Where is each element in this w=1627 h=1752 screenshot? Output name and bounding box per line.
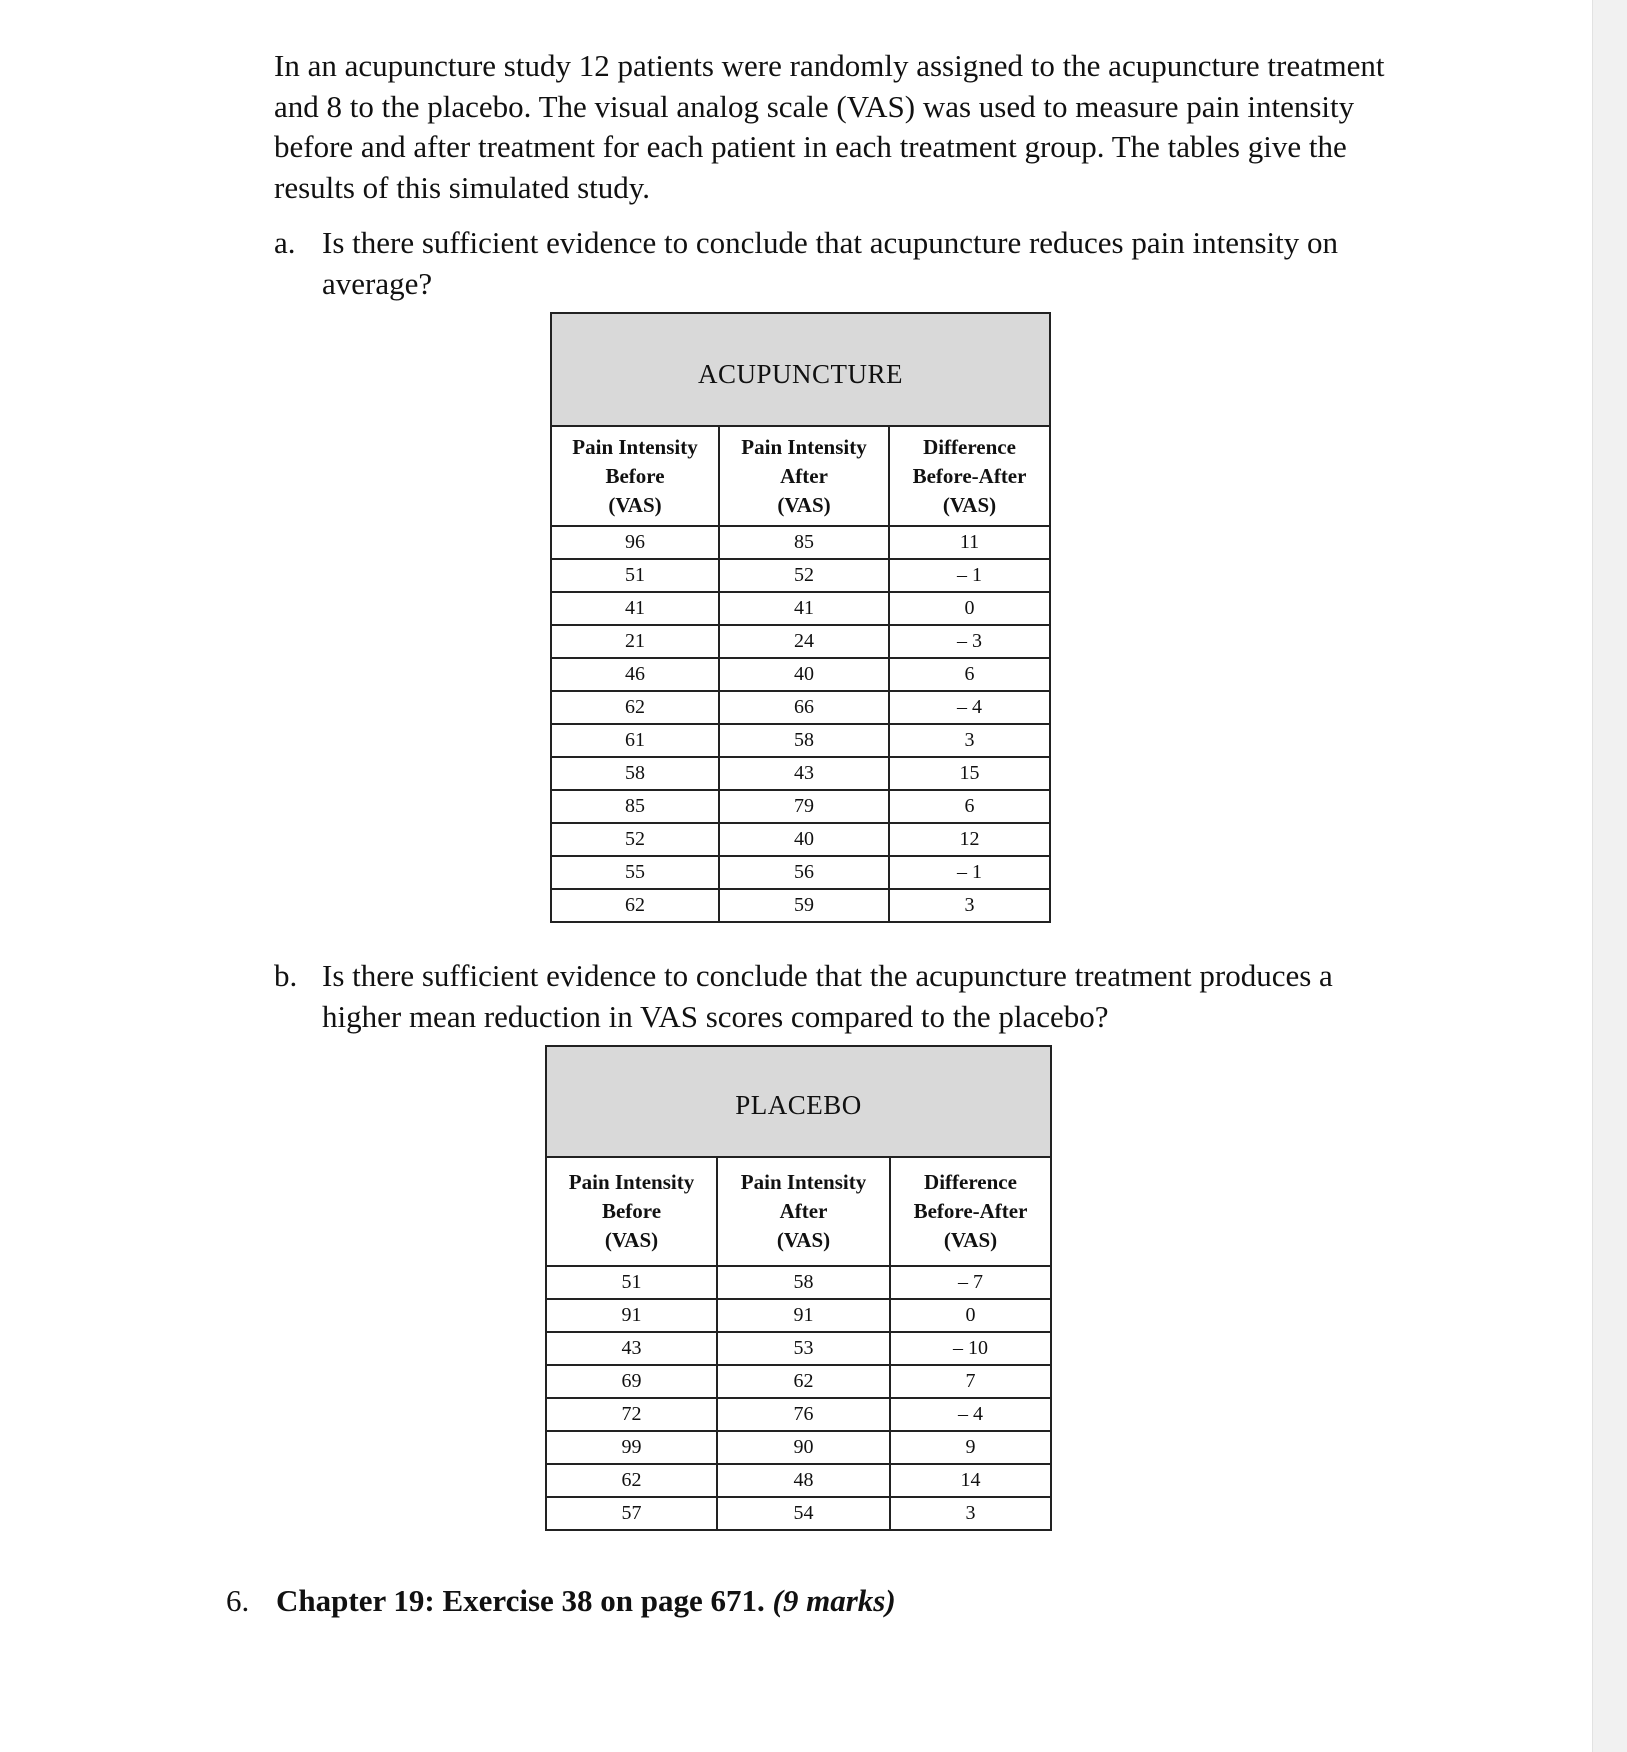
table-cell: 43 [719, 757, 889, 790]
table-cell: 12 [889, 823, 1050, 856]
table-cell: 61 [551, 724, 719, 757]
table-cell: 14 [890, 1464, 1051, 1497]
acupuncture-table [550, 312, 1051, 923]
table-cell: 58 [717, 1266, 890, 1299]
table-cell: 62 [717, 1365, 890, 1398]
table-cell: 85 [719, 526, 889, 559]
table-cell: – 3 [889, 625, 1050, 658]
table-cell: 41 [719, 592, 889, 625]
column-header-line: (VAS) [604, 1228, 659, 1252]
table-cell: – 1 [889, 559, 1050, 592]
table-cell: 21 [551, 625, 719, 658]
table-cell: – 1 [889, 856, 1050, 889]
table-cell: 15 [889, 757, 1050, 790]
table-row [551, 889, 1050, 922]
table-cell: 3 [890, 1497, 1051, 1530]
table-row [551, 757, 1050, 790]
table-row [546, 1398, 1051, 1431]
table-cell: 0 [889, 592, 1050, 625]
table-cell: 46 [551, 658, 719, 691]
table-cell: 3 [889, 889, 1050, 922]
table-cell: – 4 [890, 1398, 1051, 1431]
question-b-text: Is there sufficient evidence to conclude that the acupuncture treatment produces a higher mean reduction in VAS scores compared to the placebo? [322, 958, 1333, 1034]
column-header [719, 426, 889, 526]
table-cell: 62 [546, 1464, 717, 1497]
table-cell: 54 [717, 1497, 890, 1530]
column-header-line: Before-After [913, 1199, 1028, 1223]
column-header-line: After [780, 463, 828, 488]
table-row [551, 790, 1050, 823]
table-cell: 40 [719, 823, 889, 856]
table-row [551, 592, 1050, 625]
table-cell: 7 [890, 1365, 1051, 1398]
table-cell: 91 [717, 1299, 890, 1332]
column-header-line: Pain Intensity [568, 1170, 695, 1194]
placebo-table [545, 1045, 1052, 1531]
table-cell: 76 [717, 1398, 890, 1431]
table-cell: 41 [551, 592, 719, 625]
column-header [717, 1157, 890, 1266]
table-row [551, 658, 1050, 691]
column-header-line: (VAS) [776, 1228, 831, 1252]
column-header-line: After [779, 1199, 828, 1223]
table-row [551, 559, 1050, 592]
intro-paragraph: In an acupuncture study 12 patients were randomly assigned to the acupuncture treatment and 8 to the placebo. The visual analog scale (VAS) was used to measure pain intensity before and after treatment for each patient in each treatment group. The tables give the results of this simulated study. [274, 48, 1385, 205]
column-header-line: Pain Intensity [741, 434, 867, 459]
item-6-text: Chapter 19: Exercise 38 on page 671. [276, 1583, 765, 1618]
table-cell: 24 [719, 625, 889, 658]
table-cell: 58 [551, 757, 719, 790]
table-cell: 72 [546, 1398, 717, 1431]
table-cell: 56 [719, 856, 889, 889]
table-row [546, 1464, 1051, 1497]
table-row [551, 691, 1050, 724]
question-a-letter: a. [274, 225, 296, 260]
table-cell: 3 [889, 724, 1050, 757]
table-cell: 79 [719, 790, 889, 823]
column-header-line: Pain Intensity [740, 1170, 867, 1194]
table-cell: 6 [889, 790, 1050, 823]
table-row [551, 526, 1050, 559]
table-cell: 0 [890, 1299, 1051, 1332]
table-cell: 66 [719, 691, 889, 724]
acupuncture-table-title: ACUPUNCTURE [551, 313, 1050, 426]
table-row [546, 1266, 1051, 1299]
table-row [546, 1332, 1051, 1365]
column-header-line: (VAS) [943, 1228, 998, 1252]
table-row [551, 856, 1050, 889]
table-row [546, 1497, 1051, 1530]
column-header-line: (VAS) [942, 492, 997, 517]
table-cell: 85 [551, 790, 719, 823]
table-cell: 40 [719, 658, 889, 691]
column-header-line: Difference [924, 1170, 1017, 1194]
table-row [551, 823, 1050, 856]
column-header-line: (VAS) [608, 492, 662, 517]
table-cell: 91 [546, 1299, 717, 1332]
table-cell: 62 [551, 889, 719, 922]
page-edge [1592, 0, 1627, 1752]
column-header-line: Before [601, 1199, 662, 1223]
table-row [551, 724, 1050, 757]
table-cell: 53 [717, 1332, 890, 1365]
table-row [546, 1365, 1051, 1398]
table-row [546, 1299, 1051, 1332]
table-row [546, 1431, 1051, 1464]
table-cell: 57 [546, 1497, 717, 1530]
column-header [890, 1157, 1051, 1266]
table-cell: 6 [889, 658, 1050, 691]
table-cell: 43 [546, 1332, 717, 1365]
table-cell: 51 [551, 559, 719, 592]
table-cell: 58 [719, 724, 889, 757]
table-cell: 51 [546, 1266, 717, 1299]
table-cell: 52 [719, 559, 889, 592]
item-6-marks: (9 marks) [772, 1583, 896, 1618]
placebo-table-title: PLACEBO [546, 1046, 1051, 1157]
table-cell: 96 [551, 526, 719, 559]
item-6-number: 6. [226, 1583, 250, 1618]
column-header-line: (VAS) [777, 492, 831, 517]
column-header [889, 426, 1050, 526]
table-cell: 48 [717, 1464, 890, 1497]
table-cell: – 10 [890, 1332, 1051, 1365]
table-cell: 52 [551, 823, 719, 856]
column-header-line: Pain Intensity [572, 434, 698, 459]
table-cell: – 4 [889, 691, 1050, 724]
table-cell: 11 [889, 526, 1050, 559]
table-cell: 69 [546, 1365, 717, 1398]
column-header [546, 1157, 717, 1266]
question-b-letter: b. [274, 958, 298, 993]
table-cell: 59 [719, 889, 889, 922]
table-cell: 99 [546, 1431, 717, 1464]
column-header-line: Difference [923, 434, 1016, 459]
column-header-line: Before-After [912, 463, 1027, 488]
table-cell: 55 [551, 856, 719, 889]
column-header [551, 426, 719, 526]
table-cell: – 7 [890, 1266, 1051, 1299]
question-a-text: Is there sufficient evidence to conclude that acupuncture reduces pain intensity on average? [322, 225, 1339, 301]
table-cell: 62 [551, 691, 719, 724]
column-header-line: Before [605, 463, 665, 488]
table-cell: 90 [717, 1431, 890, 1464]
table-row [551, 625, 1050, 658]
table-cell: 9 [890, 1431, 1051, 1464]
